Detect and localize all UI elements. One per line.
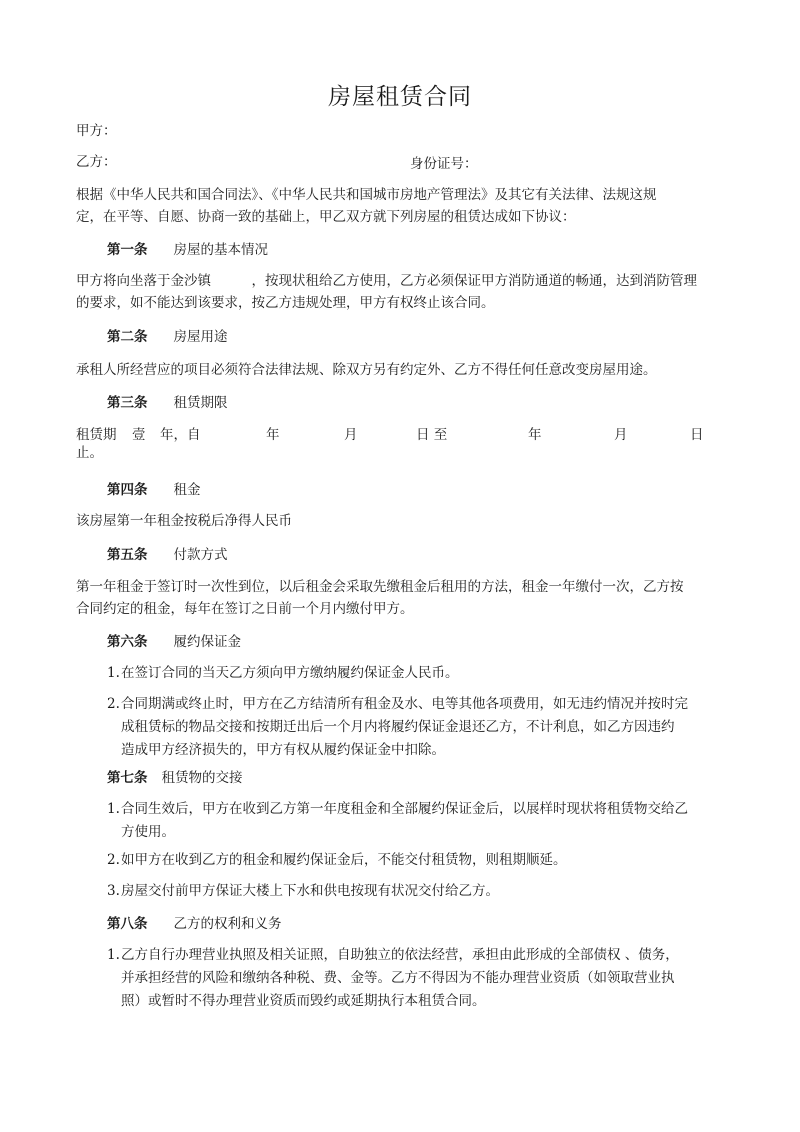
article-number: 第七条: [107, 770, 148, 786]
intro-line-2: 定，在平等、自愿、协商一致的基础上，甲乙双方就下列房屋的租赁达成如下协议：: [76, 209, 576, 225]
article-title: 房屋的基本情况: [173, 242, 268, 258]
article-5-line-1: 第一年租金于签订时一次性到位，以后租金会采取先缴租金后租用的方法，租金一年缴付一次，乙方按: [76, 579, 684, 595]
item-text: 在签订合同的当天乙方须向甲方缴纳履约保证金人民币。: [121, 665, 459, 681]
item-number: 1.: [107, 801, 120, 817]
article-number: 第六条: [107, 634, 148, 650]
term-years: 壹: [132, 427, 146, 443]
item-number: 3.: [107, 883, 120, 899]
article-7-item-2: [107, 849, 727, 872]
term-end-month: 月: [614, 427, 628, 443]
article-8-item-1: [107, 944, 727, 1013]
item-number: 1.: [107, 665, 120, 681]
lease-term-row: [76, 423, 736, 443]
item-text-line-1: 合同生效后，甲方在收到乙方第一年度租金和全部履约保证金后，以展样时现状将租赁物交给乙: [121, 801, 688, 817]
id-card-label: 身份证号：: [410, 156, 478, 172]
article-5-line-2: 合同约定的租金，每年在签订之日前一个月内缴付甲方。: [76, 601, 414, 617]
item-text: 房屋交付前甲方保证大楼上下水和供电按现有状况交付给乙方。: [121, 883, 499, 899]
term-label: 租赁期: [76, 427, 117, 443]
item-text-line-3: 造成甲方经济损失的，甲方有权从履约保证金中扣除。: [121, 742, 445, 758]
item-text-line-2: 方使用。: [121, 824, 175, 840]
article-number: 第五条: [107, 547, 148, 563]
item-number: 2.: [107, 852, 120, 868]
article-title: 房屋用途: [173, 329, 228, 345]
article-number: 第二条: [107, 329, 148, 345]
article-7-item-1: [107, 798, 727, 844]
article-1-heading: [107, 240, 268, 260]
term-start-year: 年: [266, 427, 280, 443]
article-number: 第八条: [107, 916, 148, 932]
intro-line-1: 根据《中华人民共和国合同法》、《中华人民共和国城市房地产管理法》及其它有关法律、法规这规: [76, 187, 657, 203]
article-3-heading: [107, 393, 228, 413]
article-4-heading: [107, 480, 201, 500]
term-end: 止。: [76, 445, 103, 461]
party-a-label: 甲方：: [76, 123, 117, 139]
article-number: 第三条: [107, 395, 148, 411]
article-5-heading: [107, 545, 228, 565]
item-text-line-2: 成租赁标的物品交接和按期迁出后一个月内将履约保证金退还乙方，不计利息，如乙方因违约: [121, 719, 675, 735]
item-text-line-1: 乙方自行办理营业执照及相关证照，自助独立的依法经营，承担由此形成的全部债权 、债务，: [121, 947, 679, 963]
party-b-label: 乙方：: [76, 154, 117, 170]
article-1-line-2: 的要求，如不能达到该要求，按乙方违规处理，甲方有权终止该合同。: [76, 295, 495, 311]
article-8-heading: [107, 914, 282, 934]
article-4-line-1: 该房屋第一年租金按税后净得人民币: [76, 513, 292, 529]
article-number: 第四条: [107, 482, 148, 498]
article-title: 租赁期限: [173, 395, 228, 411]
article-7-item-3: [107, 880, 727, 903]
item-text-line-2: 并承担经营的风险和缴纳各种税、费、金等。乙方不得因为不能办理营业资质（如领取营业执: [121, 970, 675, 986]
article-title: 履约保证金: [173, 634, 241, 650]
term-end-year: 年: [528, 427, 542, 443]
article-title: 租金: [173, 482, 201, 498]
article-6-item-1: [107, 662, 727, 685]
article-2-heading: [107, 327, 228, 347]
article-6-heading: [107, 632, 241, 652]
article-title: 乙方的权利和义务: [173, 916, 282, 932]
article-1-line-1: 甲方将向坐落于金沙镇 ，按现状租给乙方使用，乙方必须保证甲方消防通道的畅通，达到消防管理: [76, 273, 697, 289]
document-title: 房屋租赁合同: [328, 84, 472, 110]
article-6-item-2: [107, 693, 727, 762]
article-7-heading: [107, 768, 243, 788]
article-title: 付款方式: [173, 547, 228, 563]
term-start-day-to: 日 至: [416, 427, 448, 443]
item-number: 1.: [107, 947, 120, 963]
term-end-day: 日: [690, 427, 704, 443]
article-title: 租赁物的交接: [161, 770, 243, 786]
article-number: 第一条: [107, 242, 148, 258]
item-number: 2.: [107, 696, 120, 712]
article-2-line-1: 承租人所经营应的项目必须符合法律法规、除双方另有约定外、乙方不得任何任意改变房屋用途。: [76, 362, 657, 378]
term-year-from: 年，自: [160, 427, 201, 443]
item-text-line-1: 合同期满或终止时，甲方在乙方结清所有租金及水、电等其他各项费用，如无违约情况并按时完: [121, 696, 688, 712]
item-text-line-3: 照）或暂时不得办理营业资质而毁约或延期执行本租赁合同。: [121, 993, 486, 1009]
term-start-month: 月: [344, 427, 358, 443]
item-text: 如甲方在收到乙方的租金和履约保证金后，不能交付租赁物，则租期顺延。: [121, 852, 567, 868]
